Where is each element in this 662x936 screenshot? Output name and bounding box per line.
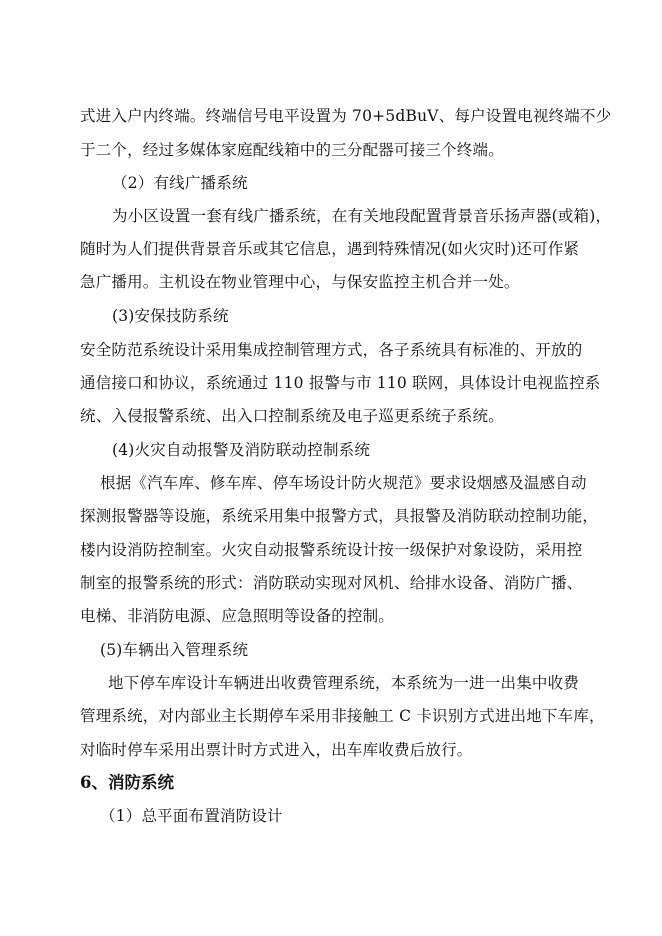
- paragraph-line: 式进入户内终端。终端信号电平设置为 70+5dBuV、每户设置电视终端不少: [80, 107, 612, 125]
- subsection-title-site-plan: （1）总平面布置消防设计: [100, 807, 283, 825]
- paragraph-line: 为小区设置一套有线广播系统，在有关地段配置背景音乐扬声器(或箱)，: [112, 207, 612, 225]
- section-heading: 6、消防系统: [80, 773, 174, 792]
- paragraph-line: 根据《汽车库、修车库、停车场设计防火规范》要求设烟感及温感自动: [100, 474, 587, 492]
- paragraph-line: 通信接口和协议，系统通过 110 报警与市 110 联网，具体设计电视监控系: [80, 374, 601, 392]
- subsection-title-fire-alarm: (4)火灾自动报警及消防联动控制系统: [112, 441, 371, 459]
- paragraph-line: 统、入侵报警系统、出入口控制系统及电子巡更系统子系统。: [80, 407, 504, 425]
- subsection-title-security: (3)安保技防系统: [112, 307, 229, 325]
- subsection-title-cable-broadcast: （2）有线广播系统: [112, 174, 248, 192]
- paragraph-line: 随时为人们提供背景音乐或其它信息，遇到特殊情况(如火灾时)还可作紧: [80, 240, 580, 258]
- paragraph-line: 急广播用。主机设在物业管理中心，与保安监控主机合并一处。: [80, 273, 520, 291]
- paragraph-line: 对临时停车采用出票计时方式进入，出车库收费后放行。: [80, 741, 473, 759]
- paragraph-line: 制室的报警系统的形式：消防联动实现对风机、给排水设备、消防广播、: [80, 574, 583, 592]
- paragraph-line: 地下停车库设计车辆进出收费管理系统，本系统为一进一出集中收费: [108, 674, 580, 692]
- paragraph-line: 电梯、非消防电源、应急照明等设备的控制。: [80, 607, 395, 625]
- paragraph-line: 安全防范系统设计采用集成控制管理方式，各子系统具有标准的、开放的: [80, 341, 583, 359]
- paragraph-line: 于二个，经过多媒体家庭配线箱中的三分配器可接三个终端。: [80, 141, 504, 159]
- paragraph-line: 探测报警器等设施，系统采用集中报警方式，具报警及消防联动控制功能，: [80, 507, 599, 525]
- paragraph-line: 管理系统，对内部业主长期停车采用非接触工 C 卡识别方式进出地下车库，: [80, 707, 605, 725]
- paragraph-line: 楼内设消防控制室。火灾自动报警系统设计按一级保护对象设防，采用控: [80, 541, 583, 559]
- subsection-title-vehicle-access: (5)车辆出入管理系统: [100, 641, 249, 659]
